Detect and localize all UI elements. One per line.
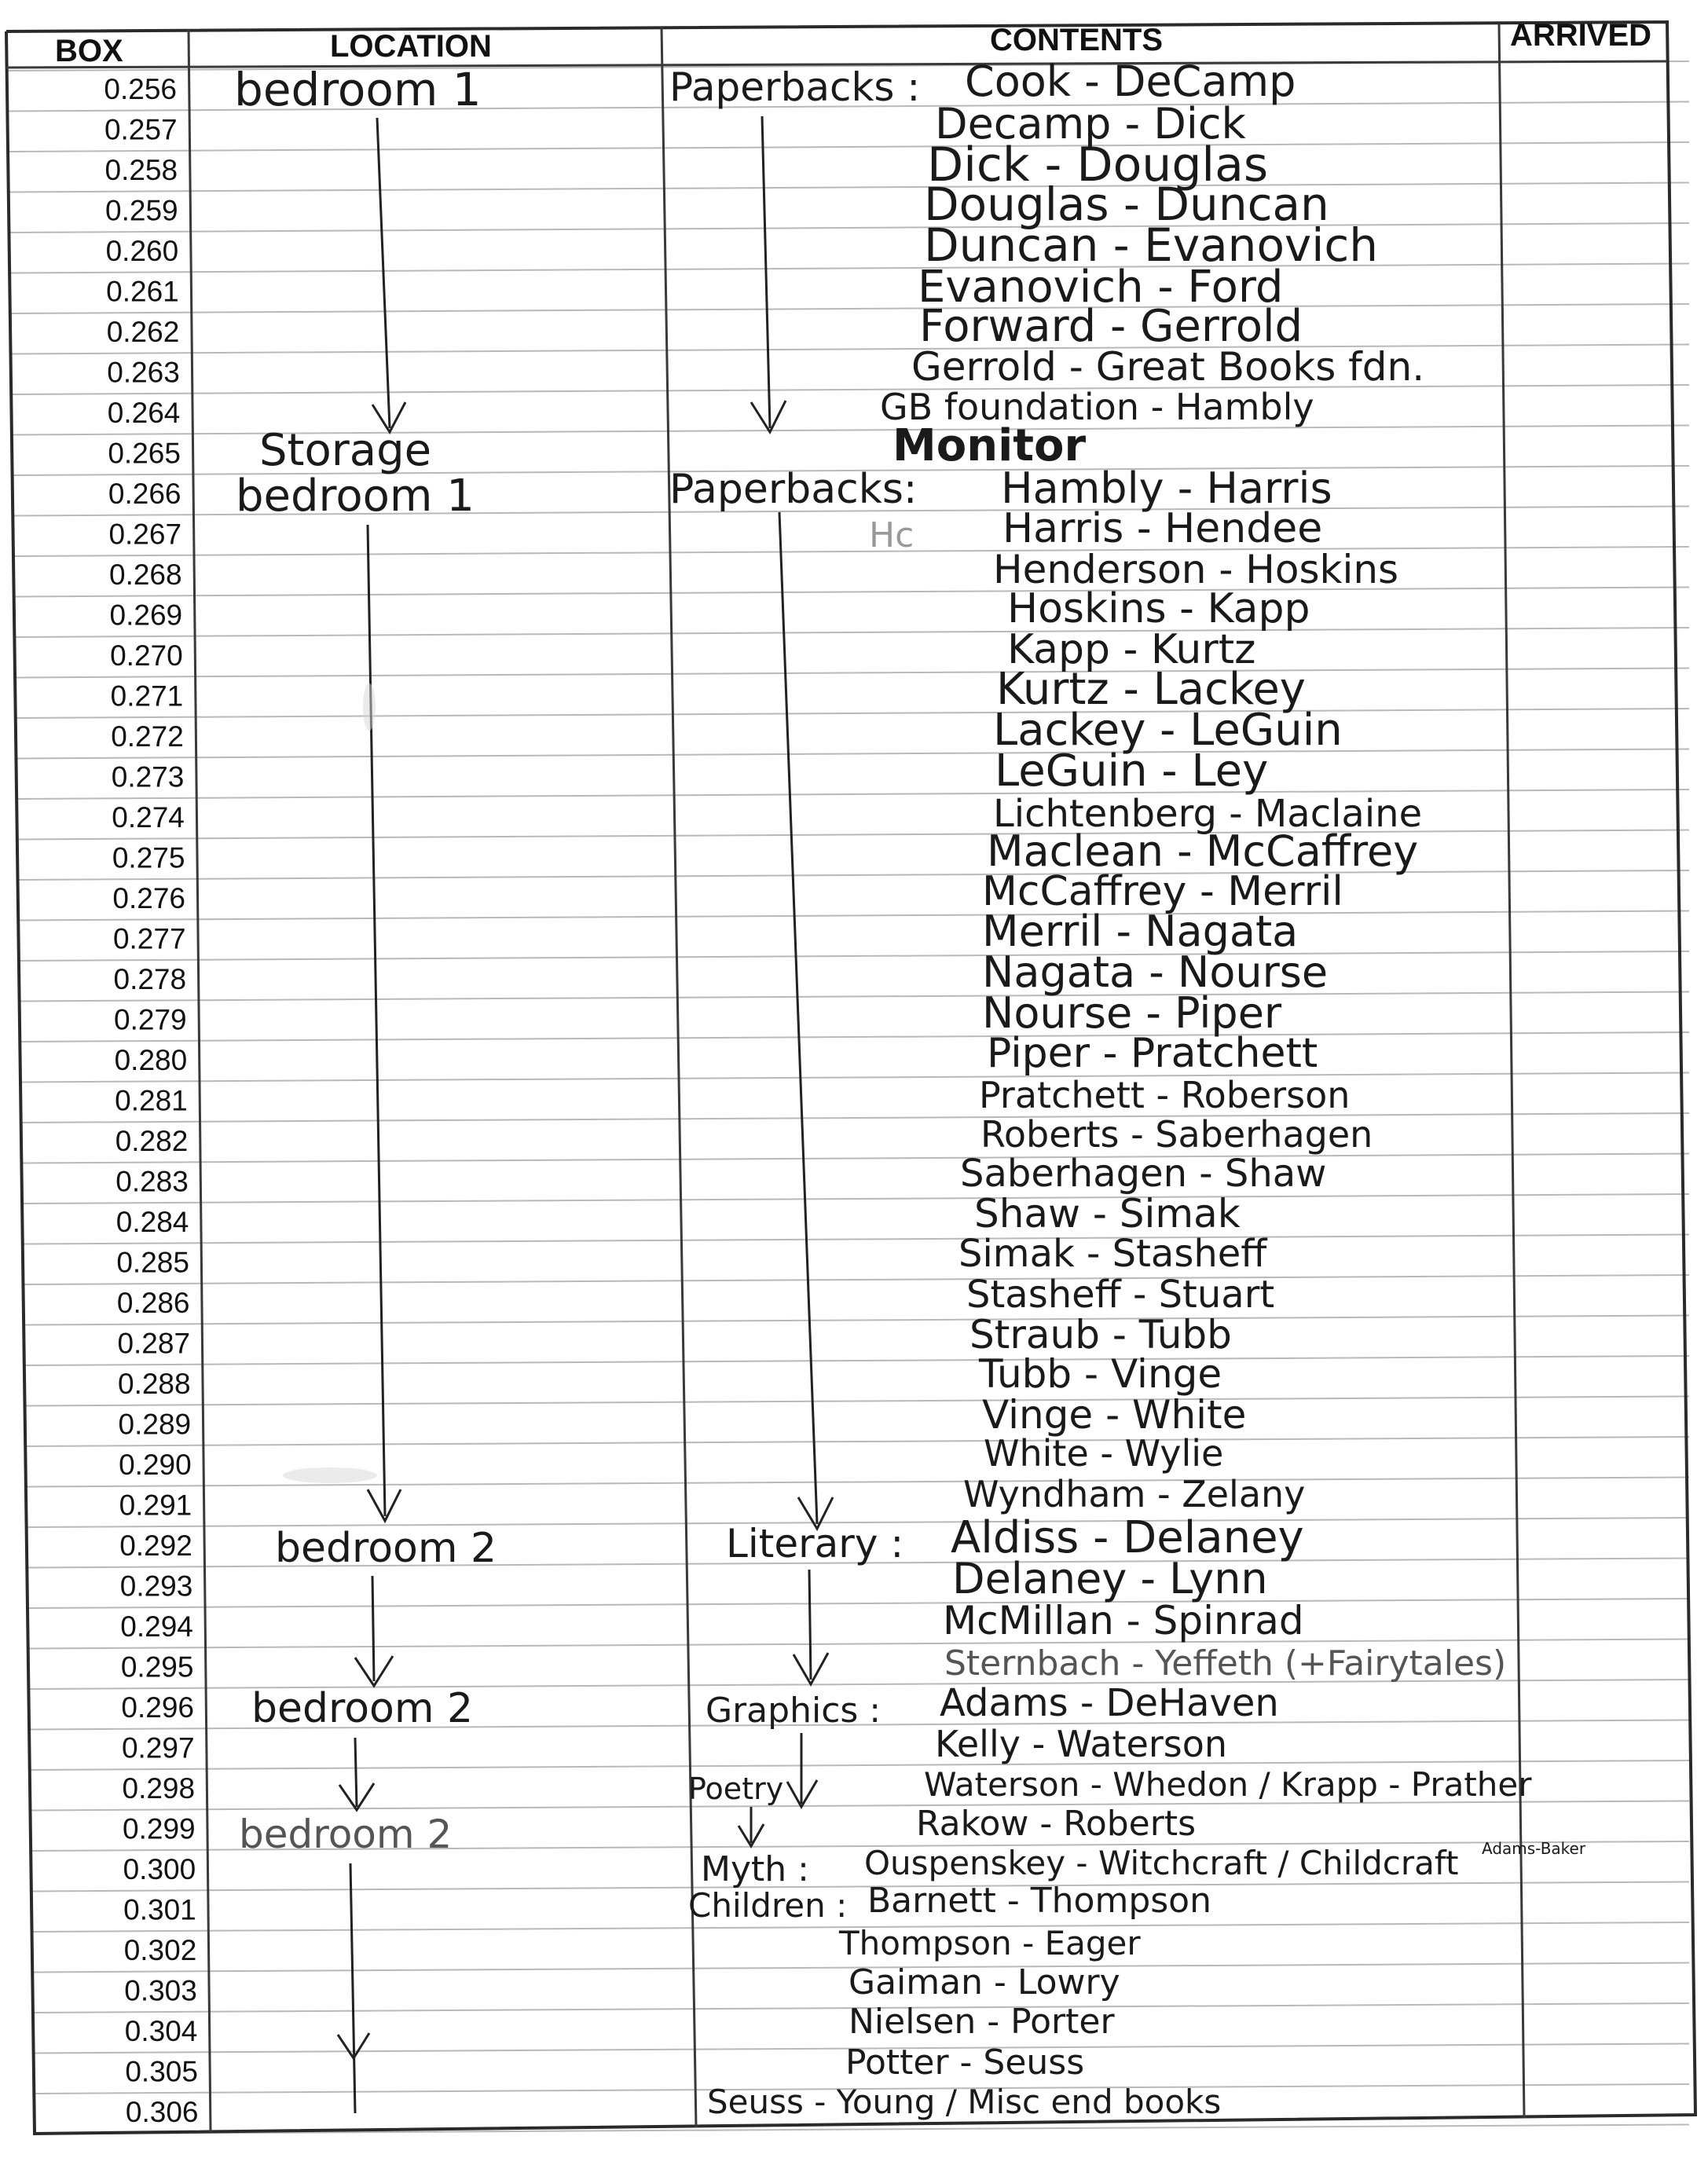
contents-row-296: Adams - DeHaven — [940, 1681, 1279, 1725]
contents-row-272: Lackey - LeGuin — [993, 705, 1343, 756]
poetry-label: Poetry — [688, 1771, 784, 1806]
box-number: 0.256 — [104, 73, 177, 105]
contents-row-302: Thompson - Eager — [839, 1924, 1141, 1962]
box-number: 0.288 — [118, 1368, 191, 1400]
contents-row-282: Roberts - Saberhagen — [980, 1113, 1373, 1156]
box-number: 0.286 — [116, 1287, 190, 1319]
box-number: 0.272 — [111, 720, 184, 753]
contents-row-291: Wyndham - Zelany — [963, 1473, 1306, 1515]
contents-row-267: Harris - Hendee — [1002, 505, 1323, 552]
contents-row-305: Potter - Seuss — [845, 2043, 1085, 2083]
paperbacks-label-2: Paperbacks: — [669, 466, 918, 513]
box-number: 0.291 — [119, 1489, 192, 1522]
hc-mark: Hc — [869, 515, 914, 555]
box-number: 0.293 — [119, 1570, 193, 1603]
contents-row-273: LeGuin - Ley — [995, 746, 1269, 797]
contents-row-271: Kurtz - Lackey — [996, 664, 1306, 715]
contents-header: CONTENTS — [990, 23, 1163, 57]
box-number: 0.289 — [118, 1408, 192, 1441]
contents-row-263: Gerrold - Great Books fdn. — [911, 344, 1425, 390]
box-number: 0.277 — [112, 922, 186, 955]
location-header: LOCATION — [330, 29, 492, 64]
contents-row-284: Shaw - Simak — [974, 1191, 1241, 1237]
location-arrow-line — [355, 1738, 357, 1807]
contents-row-304: Nielsen - Porter — [849, 2002, 1115, 2042]
contents-row-301: Barnett - Thompson — [867, 1881, 1211, 1921]
contents-row-264: GB foundation - Hambly — [880, 386, 1314, 428]
contents-row-268: Henderson - Hoskins — [993, 547, 1399, 592]
contents-row-286: Stasheff - Stuart — [966, 1273, 1275, 1317]
box-number: 0.285 — [116, 1246, 189, 1279]
box-number: 0.263 — [107, 356, 180, 389]
box-number: 0.257 — [104, 113, 178, 146]
contents-row-285: Simak - Stasheff — [958, 1232, 1267, 1276]
box-number: 0.297 — [121, 1731, 195, 1764]
contents-row-280: Piper - Pratchett — [987, 1030, 1318, 1077]
contents-row-258: Dick - Douglas — [927, 137, 1269, 192]
contents-row-289: Vinge - White — [982, 1392, 1247, 1438]
box-number: 0.305 — [125, 2055, 198, 2088]
box-number: 0.299 — [123, 1812, 196, 1845]
contents-row-276: McCaffrey - Merril — [982, 868, 1343, 915]
contents-row-300-note: Adams-Baker — [1482, 1839, 1586, 1858]
location-arrow-line — [372, 1576, 374, 1681]
contents-row-283: Saberhagen - Shaw — [960, 1152, 1327, 1196]
box-number: 0.274 — [112, 801, 185, 834]
contents-row-274: Lichtenberg - Maclaine — [993, 792, 1423, 836]
box-number: 0.294 — [120, 1610, 193, 1643]
contents-row-270: Kapp - Kurtz — [1007, 626, 1256, 673]
box-number: 0.292 — [119, 1530, 192, 1562]
contents-row-266: Hambly - Harris — [1001, 463, 1332, 513]
box-number: 0.281 — [115, 1084, 188, 1117]
box-number: 0.262 — [106, 316, 180, 348]
box-number: 0.267 — [108, 518, 182, 551]
contents-row-279: Nourse - Piper — [982, 988, 1282, 1038]
contents-row-294: McMillan - Spinrad — [943, 1598, 1304, 1643]
box-number: 0.284 — [115, 1206, 189, 1238]
contents-row-259: Douglas - Duncan — [924, 178, 1329, 231]
contents-row-265: Monitor — [892, 420, 1087, 471]
contents-row-295: Sternbach - Yeffeth (+Fairytales) — [944, 1643, 1507, 1684]
box-number: 0.282 — [115, 1125, 189, 1157]
contents-row-300: Ouspenskey - Witchcraft / Childcraft — [864, 1844, 1459, 1882]
box-number: 0.271 — [110, 680, 184, 713]
box-number: 0.276 — [112, 882, 185, 914]
contents-row-306: Seuss - Young / Misc end books — [707, 2083, 1222, 2121]
box-number: 0.265 — [108, 437, 181, 470]
contents-row-262: Forward - Gerrold — [919, 301, 1303, 352]
contents-row-298: Waterson - Whedon / Krapp - Prather — [924, 1765, 1532, 1804]
contents-row-260: Duncan - Evanovich — [924, 218, 1379, 272]
contents-row-297: Kelly - Waterson — [935, 1723, 1228, 1765]
box-number: 0.275 — [112, 841, 185, 874]
children-label: Children : — [688, 1886, 848, 1925]
box-number: 0.278 — [113, 963, 187, 995]
box-number: 0.259 — [105, 194, 178, 227]
box-header: BOX — [55, 34, 123, 68]
contents-row-287: Straub - Tubb — [969, 1312, 1232, 1357]
arrived-header: ARRIVED — [1510, 18, 1652, 53]
contents-row-299: Rakow - Roberts — [916, 1804, 1197, 1844]
box-number: 0.268 — [109, 559, 182, 591]
contents-row-293: Delaney - Lynn — [952, 1554, 1268, 1603]
location-bedroom2-b: bedroom 2 — [251, 1685, 474, 1732]
box-number: 0.290 — [119, 1449, 192, 1481]
myth-label: Myth : — [701, 1849, 809, 1889]
contents-row-288: Tubb - Vinge — [979, 1351, 1222, 1397]
box-number: 0.273 — [111, 760, 185, 793]
location-bedroom1-top: bedroom 1 — [234, 63, 482, 116]
contents-row-257: Decamp - Dick — [935, 99, 1246, 148]
box-number: 0.303 — [124, 1974, 197, 2007]
contents-row-256: Cook - DeCamp — [965, 57, 1296, 106]
box-number: 0.270 — [110, 639, 183, 672]
box-number: 0.258 — [104, 154, 178, 186]
contents-row-292: Aldiss - Delaney — [951, 1512, 1304, 1563]
box-number: 0.261 — [106, 275, 179, 308]
box-number: 0.287 — [117, 1327, 191, 1360]
location-bedroom1-second: bedroom 1 — [236, 471, 475, 522]
box-number: 0.302 — [123, 1934, 197, 1966]
contents-row-261: Evanovich - Ford — [918, 262, 1284, 313]
paperbacks-label: Paperbacks : — [669, 64, 921, 110]
box-number: 0.279 — [114, 1003, 187, 1036]
literary-label: Literary : — [726, 1521, 904, 1566]
box-number: 0.266 — [108, 478, 181, 510]
box-number: 0.283 — [115, 1165, 189, 1198]
box-number: 0.301 — [123, 1893, 196, 1926]
graphics-label: Graphics : — [706, 1691, 881, 1731]
location-storage: Storage — [259, 425, 432, 476]
contents-row-275: Maclean - McCaffrey — [987, 826, 1419, 876]
contents-row-277: Merril - Nagata — [982, 907, 1299, 956]
box-number: 0.295 — [120, 1651, 194, 1684]
box-number: 0.306 — [125, 2096, 199, 2128]
contents-row-303: Gaiman - Lowry — [849, 1962, 1120, 2002]
box-number: 0.260 — [105, 235, 179, 267]
location-bedroom2-a: bedroom 2 — [275, 1525, 497, 1572]
box-number: 0.298 — [122, 1772, 196, 1804]
box-number: 0.269 — [109, 599, 183, 632]
contents-row-281: Pratchett - Roberson — [979, 1074, 1351, 1116]
box-number: 0.300 — [123, 1853, 196, 1885]
contents-row-290: White - Wylie — [984, 1432, 1224, 1475]
contents-row-278: Nagata - Nourse — [982, 947, 1329, 997]
box-number: 0.280 — [114, 1044, 188, 1076]
box-number: 0.264 — [107, 397, 181, 429]
contents-row-269: Hoskins - Kapp — [1007, 585, 1310, 632]
contents-arrow-line — [809, 1570, 811, 1680]
box-number: 0.296 — [121, 1691, 194, 1724]
location-bedroom2-c: bedroom 2 — [239, 1812, 453, 1857]
box-number: 0.304 — [124, 2015, 198, 2047]
